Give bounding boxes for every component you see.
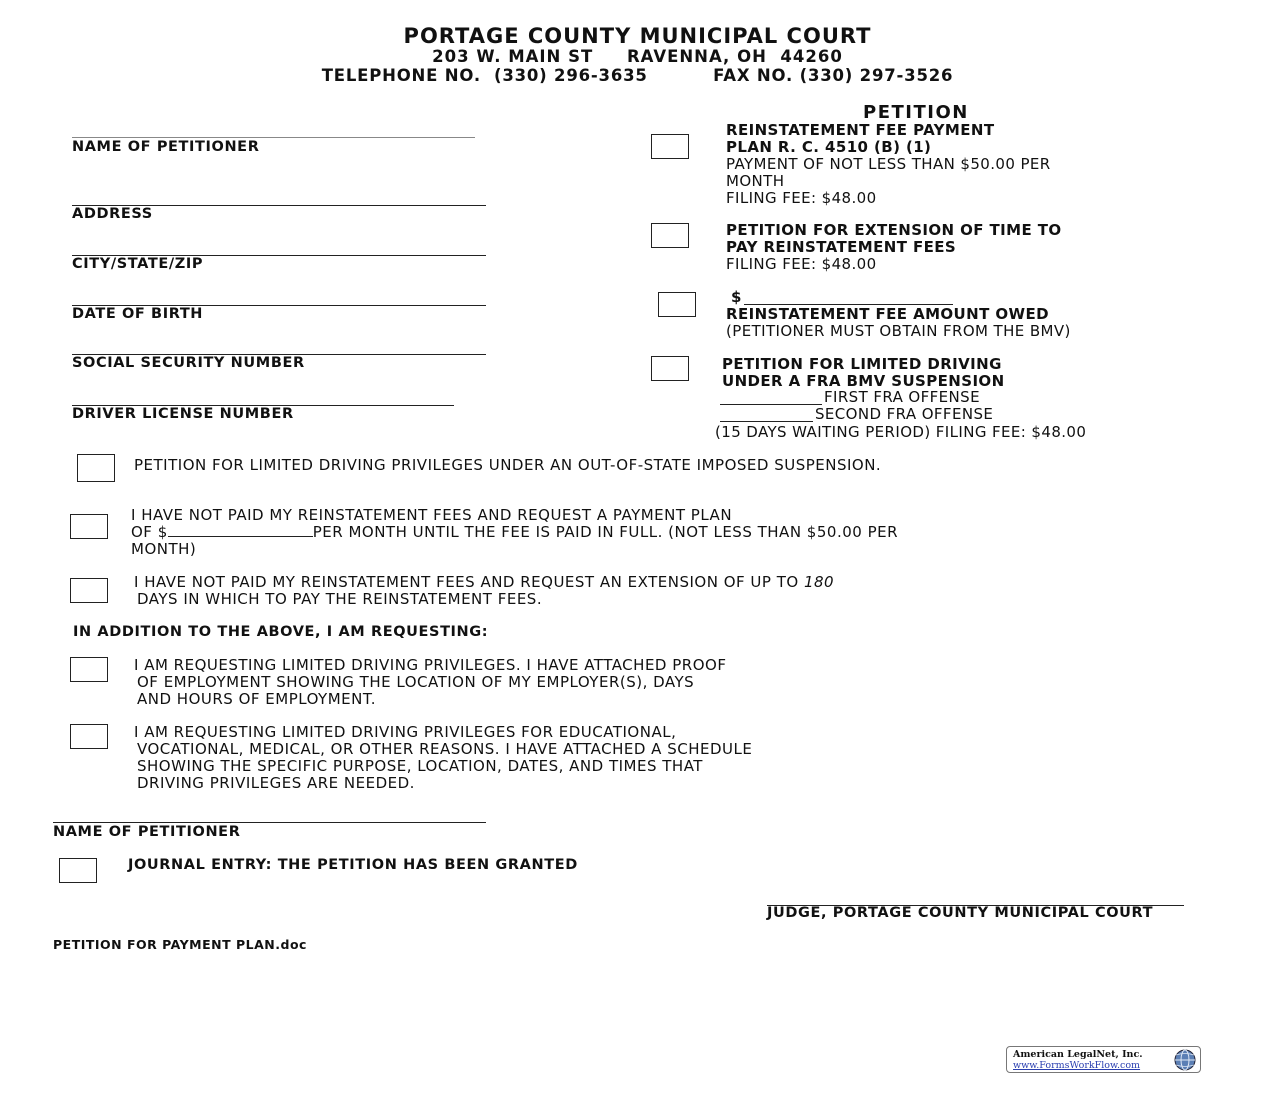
- employment-line3: AND HOURS OF EMPLOYMENT.: [137, 690, 377, 708]
- footer-name-line[interactable]: [53, 822, 486, 823]
- petition-title: PETITION: [863, 102, 969, 123]
- option3-line1: REINSTATEMENT FEE AMOUNT OWED: [726, 305, 1049, 323]
- amount-owed-checkbox[interactable]: [658, 292, 696, 317]
- option4-line1: PETITION FOR LIMITED DRIVING: [722, 355, 1002, 373]
- court-phone-fax: TELEPHONE NO. (330) 296-3635 FAX NO. (330) 297-3526: [321, 66, 954, 85]
- option1-fee: FILING FEE: $48.00: [726, 189, 877, 207]
- extension-request-checkbox[interactable]: [70, 578, 108, 603]
- option1-line2: PLAN R. C. 4510 (B) (1): [726, 138, 932, 156]
- extension-days: 180: [803, 573, 835, 591]
- waiting-period: (15 DAYS WAITING PERIOD) FILING FEE: $48.00: [715, 423, 1087, 441]
- first-offense-label: FIRST FRA OFFENSE: [824, 388, 980, 406]
- first-offense-line[interactable]: [720, 404, 822, 405]
- option2-line2: PAY REINSTATEMENT FEES: [726, 238, 957, 256]
- payment-plan-of: OF $: [131, 523, 168, 541]
- court-title: PORTAGE COUNTY MUNICIPAL COURT: [403, 24, 872, 48]
- extension-line1: I HAVE NOT PAID MY REINSTATEMENT FEES AND REQUEST AN EXTENSION OF UP TO: [134, 573, 804, 591]
- judge-label: JUDGE, PORTAGE COUNTY MUNICIPAL COURT: [767, 905, 1154, 921]
- option2-fee: FILING FEE: $48.00: [726, 255, 877, 273]
- license-label: DRIVER LICENSE NUMBER: [72, 406, 294, 422]
- document-name: PETITION FOR PAYMENT PLAN.doc: [53, 937, 307, 952]
- second-offense-line[interactable]: [720, 421, 813, 422]
- other-line4: DRIVING PRIVILEGES ARE NEEDED.: [137, 774, 415, 792]
- logo-company: American LegalNet, Inc.: [1013, 1049, 1143, 1060]
- addition-heading: IN ADDITION TO THE ABOVE, I AM REQUESTING:: [73, 624, 489, 640]
- journal-entry: JOURNAL ENTRY: THE PETITION HAS BEEN GRANTED: [128, 857, 578, 873]
- journal-checkbox[interactable]: [59, 858, 97, 883]
- option2-line1: PETITION FOR EXTENSION OF TIME TO: [726, 221, 1062, 239]
- payment-plan-line2: PER MONTH UNTIL THE FEE IS PAID IN FULL. (NOT LESS THAN $50.00 PER: [312, 523, 899, 541]
- american-legalnet-logo[interactable]: [1006, 1046, 1201, 1073]
- name-label: NAME OF PETITIONER: [72, 139, 260, 155]
- payment-plan-line1: I HAVE NOT PAID MY REINSTATEMENT FEES AND REQUEST A PAYMENT PLAN: [131, 506, 733, 524]
- fra-checkbox[interactable]: [651, 356, 689, 381]
- other-line3: SHOWING THE SPECIFIC PURPOSE, LOCATION, DATES, AND TIMES THAT: [137, 757, 703, 775]
- option1-line4: MONTH: [726, 172, 785, 190]
- dollar-sign: $: [731, 288, 742, 306]
- name-line[interactable]: [72, 137, 475, 138]
- option3-line2: (PETITIONER MUST OBTAIN FROM THE BMV): [726, 322, 1071, 340]
- footer-name-label: NAME OF PETITIONER: [53, 824, 241, 840]
- extension-checkbox[interactable]: [651, 223, 689, 248]
- second-offense-label: SECOND FRA OFFENSE: [815, 405, 994, 423]
- payment-plan-line3: MONTH): [131, 540, 197, 558]
- option4-line2: UNDER A FRA BMV SUSPENSION: [722, 372, 1005, 390]
- court-address: 203 W. MAIN ST RAVENNA, OH 44260: [432, 47, 843, 66]
- dob-label: DATE OF BIRTH: [72, 306, 204, 322]
- option1-line3: PAYMENT OF NOT LESS THAN $50.00 PER: [726, 155, 1051, 173]
- logo-url[interactable]: www.FormsWorkFlow.com: [1013, 1060, 1141, 1071]
- payment-plan-request-checkbox[interactable]: [70, 514, 108, 539]
- employment-line1: I AM REQUESTING LIMITED DRIVING PRIVILEGES. I HAVE ATTACHED PROOF: [134, 656, 727, 674]
- ssn-label: SOCIAL SECURITY NUMBER: [72, 355, 305, 371]
- other-reasons-checkbox[interactable]: [70, 724, 108, 749]
- monthly-amount-line[interactable]: [168, 524, 313, 537]
- out-of-state-checkbox[interactable]: [77, 454, 115, 482]
- employment-checkbox[interactable]: [70, 657, 108, 682]
- out-of-state-text: PETITION FOR LIMITED DRIVING PRIVILEGES UNDER AN OUT-OF-STATE IMPOSED SUSPENSION.: [134, 456, 882, 474]
- other-line2: VOCATIONAL, MEDICAL, OR OTHER REASONS. I HAVE ATTACHED A SCHEDULE: [137, 740, 753, 758]
- city-label: CITY/STATE/ZIP: [72, 256, 204, 272]
- address-label: ADDRESS: [72, 206, 153, 222]
- payment-plan-checkbox[interactable]: [651, 134, 689, 159]
- option1-line1: REINSTATEMENT FEE PAYMENT: [726, 121, 995, 139]
- employment-line2: OF EMPLOYMENT SHOWING THE LOCATION OF MY EMPLOYER(S), DAYS: [137, 673, 695, 691]
- extension-line2: DAYS IN WHICH TO PAY THE REINSTATEMENT FEES.: [137, 590, 543, 608]
- globe-icon: [1173, 1048, 1197, 1072]
- other-line1: I AM REQUESTING LIMITED DRIVING PRIVILEGES FOR EDUCATIONAL,: [134, 723, 677, 741]
